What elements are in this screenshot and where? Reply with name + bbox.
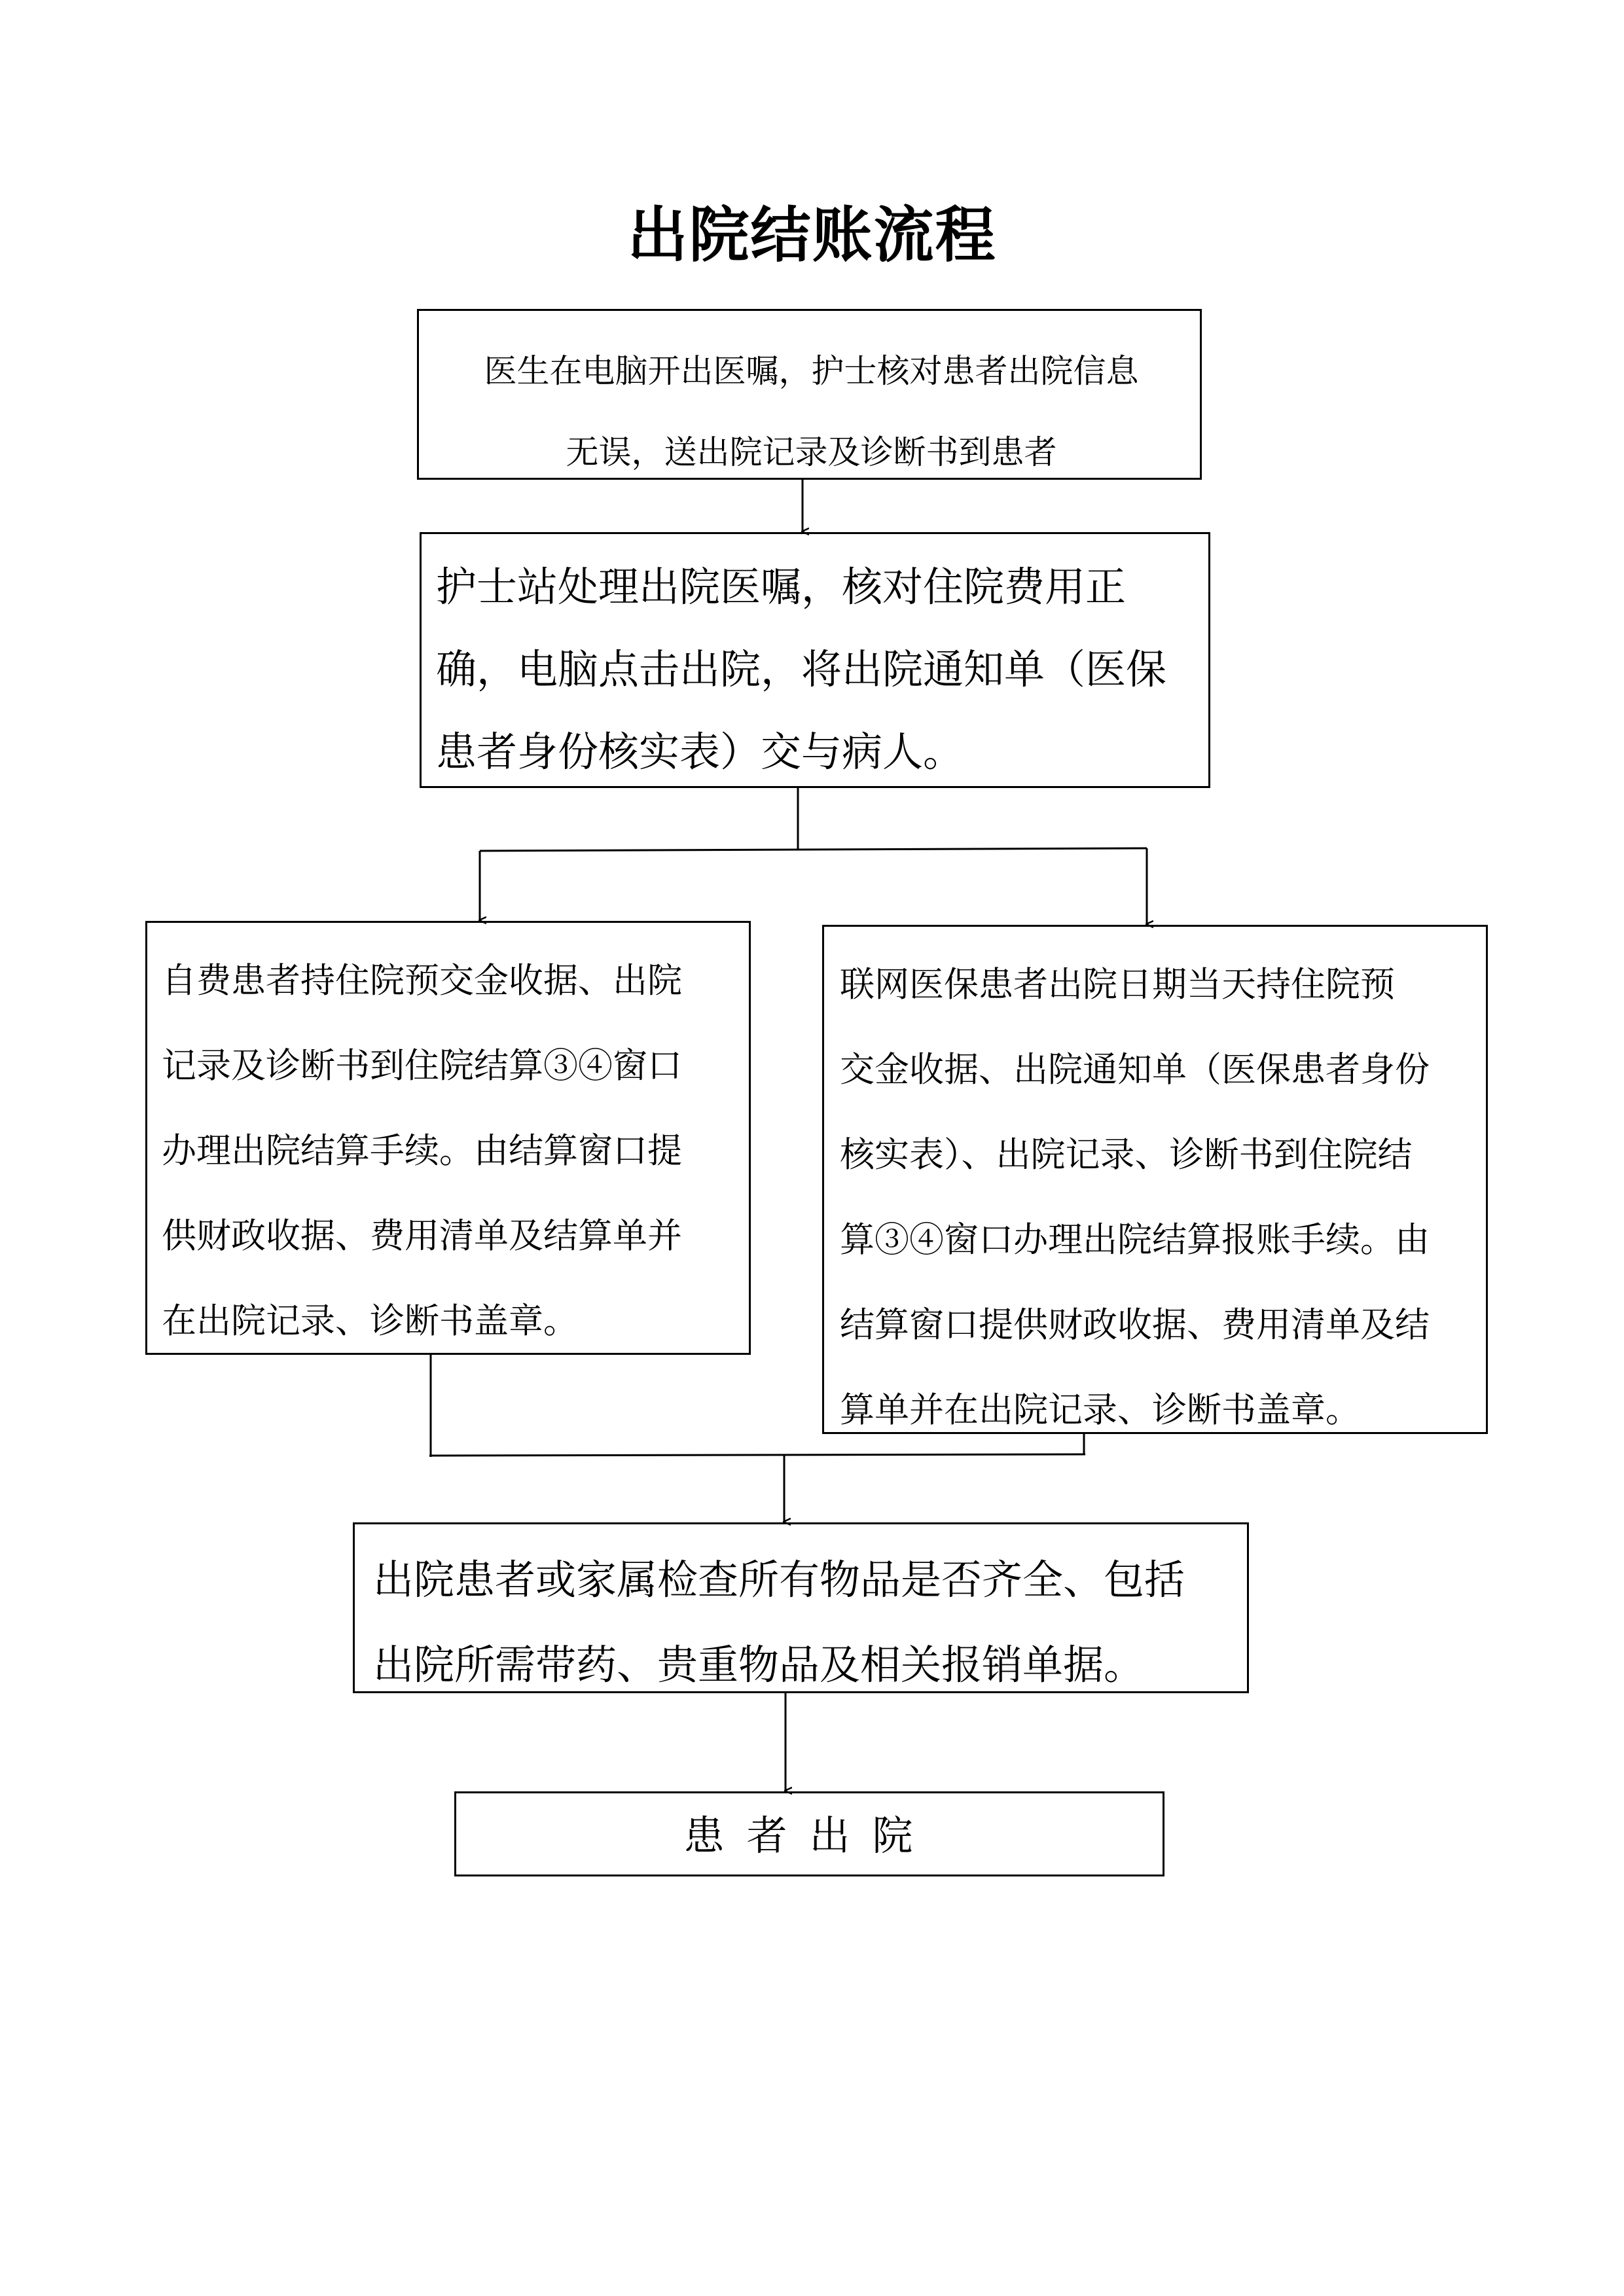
step-insured-text: 联网医保患者出院日期当天持住院预 交金收据、出院通知单（医保患者身份 核实表）、出院记录、诊断书到住院结 算③④窗口办理出院结算报账手续。由 结算窗口提供财政收据、费用清单及结 算单并在出院记录、诊断书盖章。 bbox=[840, 965, 1430, 1430]
step-doctor-order-text: 医生在电脑开出医嘱，护士核对患者出院信息 无误，送出院记录及诊断书到患者 bbox=[484, 352, 1139, 471]
connector-merge-horizontal bbox=[429, 1454, 1085, 1456]
step-nurse-station-text: 护士站处理出院医嘱，核对住院费用正 确，电脑点击出院，将出院通知单（医保 患者身份核实表）交与病人。 bbox=[436, 563, 1167, 776]
step-self-pay-text: 自费患者持住院预交金收据、出院 记录及诊断书到住院结算③④窗口 办理出院结算手续。由结算窗口提 供财政收据、费用清单及结算单并 在出院记录、诊断书盖章。 bbox=[162, 961, 682, 1341]
step-discharge-text: 患者出院 bbox=[683, 1812, 935, 1859]
page-title: 出院结账流程 bbox=[627, 200, 997, 270]
connector-split-horizontal bbox=[480, 848, 1147, 851]
step-check-belongings-text: 出院患者或家属检查所有物品是否齐全、包括 出院所需带药、贵重物品及相关报销单据。 bbox=[373, 1556, 1185, 1689]
